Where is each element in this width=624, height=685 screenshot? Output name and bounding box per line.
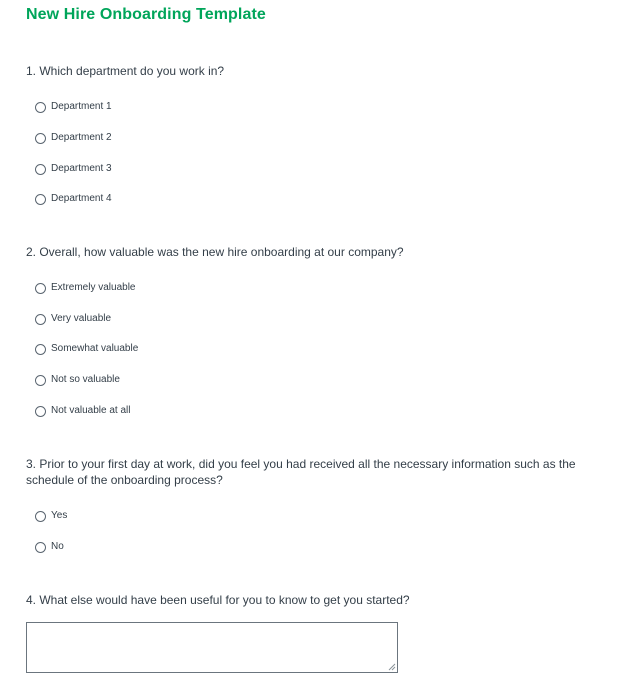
- radio-button[interactable]: [35, 511, 46, 522]
- q2-option-very-valuable[interactable]: [35, 312, 111, 326]
- survey-title: New Hire Onboarding Template: [26, 6, 266, 23]
- question-4-text: 4. What else would have been useful for you to know to get you started?: [26, 593, 410, 607]
- q1-option-department-1[interactable]: [35, 100, 112, 114]
- q3-option-yes[interactable]: [35, 509, 67, 523]
- option-label: Very valuable: [51, 313, 112, 324]
- question-2-text: 2. Overall, how valuable was the new hire onboarding at our company?: [26, 245, 404, 259]
- radio-button[interactable]: [35, 542, 46, 553]
- q1-option-department-2[interactable]: [35, 131, 112, 145]
- radio-button[interactable]: [35, 164, 46, 175]
- radio-button[interactable]: [35, 283, 46, 294]
- q3-option-no[interactable]: [35, 540, 64, 554]
- option-label: No: [51, 541, 64, 552]
- option-label: Somewhat valuable: [51, 343, 139, 354]
- question-3-text: 3. Prior to your first day at work, did you feel you had received all the necessary information such as the schedule of the onboarding process?: [26, 457, 576, 487]
- option-label: Not so valuable: [51, 374, 120, 385]
- option-label: Department 3: [51, 163, 112, 174]
- question-1-text: 1. Which department do you work in?: [26, 64, 225, 78]
- radio-button[interactable]: [35, 102, 46, 113]
- option-label: Not valuable at all: [51, 405, 131, 416]
- q2-option-somewhat-valuable[interactable]: [35, 342, 138, 356]
- option-label: Department 2: [51, 132, 112, 143]
- q2-option-not-so-valuable[interactable]: [35, 373, 120, 387]
- radio-button[interactable]: [35, 344, 46, 355]
- q2-option-not-valuable-at-all[interactable]: [35, 404, 131, 418]
- radio-button[interactable]: [35, 314, 46, 325]
- q2-option-extremely-valuable[interactable]: [35, 281, 135, 295]
- option-label: Department 1: [51, 101, 112, 112]
- resize-handle-icon[interactable]: [388, 663, 396, 671]
- radio-button[interactable]: [35, 375, 46, 386]
- option-label: Department 4: [51, 193, 112, 204]
- comment-textarea[interactable]: [26, 622, 398, 673]
- radio-button[interactable]: [35, 194, 46, 205]
- option-label: Extremely valuable: [51, 282, 136, 293]
- radio-button[interactable]: [35, 406, 46, 417]
- option-label: Yes: [51, 510, 68, 521]
- q1-option-department-4[interactable]: [35, 192, 112, 206]
- q1-option-department-3[interactable]: [35, 162, 112, 176]
- radio-button[interactable]: [35, 133, 46, 144]
